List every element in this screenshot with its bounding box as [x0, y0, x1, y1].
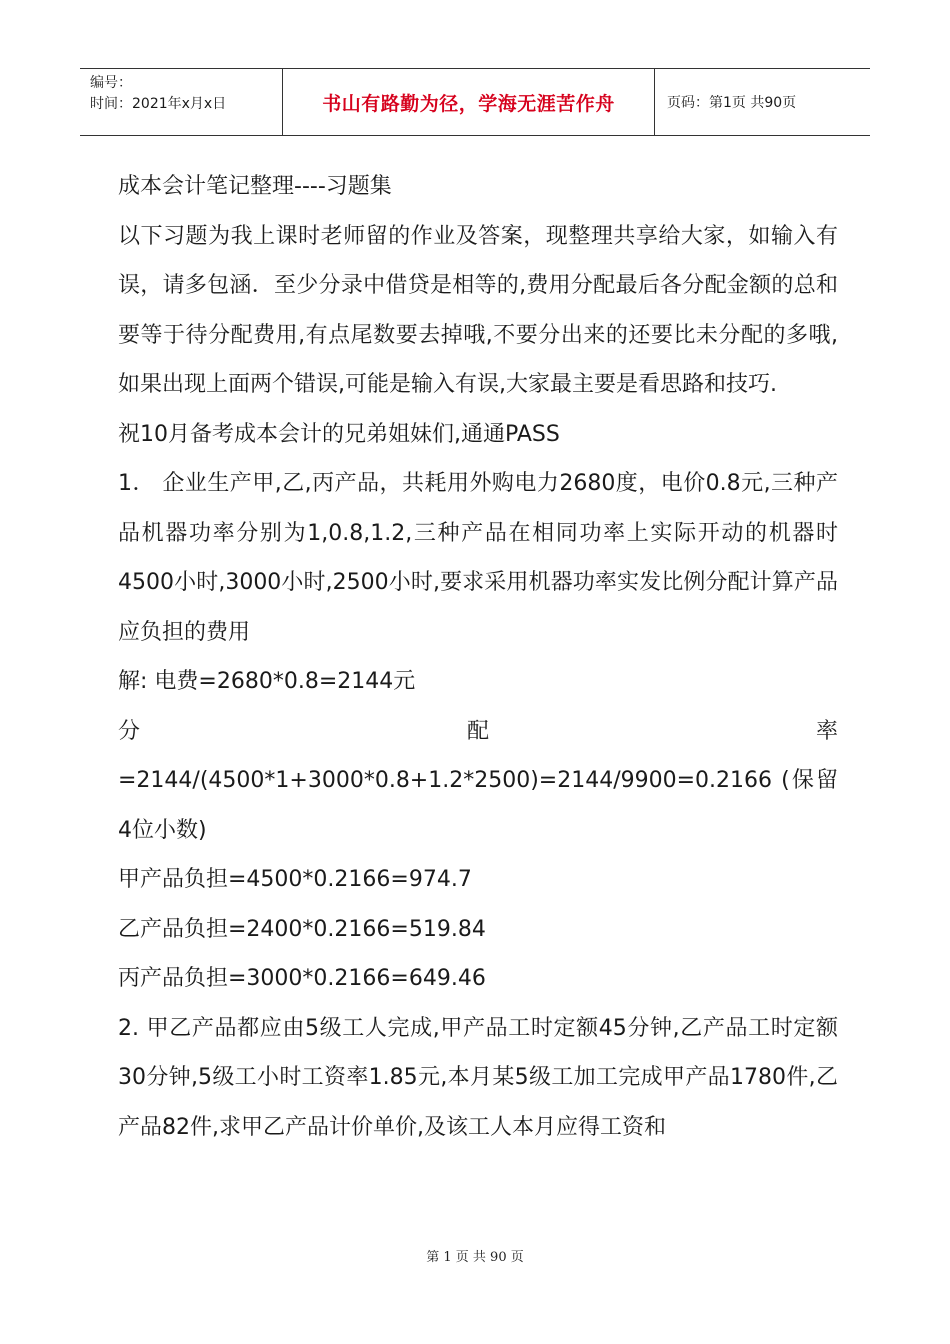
code-label: 编号：	[90, 75, 132, 91]
document-body	[118, 162, 838, 1152]
page-footer: 第 1 页 共 90 页	[426, 1250, 524, 1265]
solution-line-4: 乙产品负担=2400*0.2166=519.84	[118, 916, 486, 942]
question-2: 2. 甲乙产品都应由5级工人完成,甲产品工时定额45分钟,乙产品工时定额30分钟,5级工小时工资率1.85元,本月某5级工加工完成甲产品1780件,乙产品82件,求甲乙产品计价单价,及该工人本月应得工资和	[118, 1015, 838, 1140]
page-info: 页码：第1页 共90页	[667, 95, 797, 111]
intro-paragraph: 以下习题为我上课时老师留的作业及答案，现整理共享给大家，如输入有误，请多包涵．至少分录中借贷是相等的,费用分配最后各分配金额的总和要等于待分配费用,有点尾数要去掉哦,不要分出来的还要比未分配的多哦,如果出现上面两个错误,可能是输入有误,大家最主要是看思路和技巧.	[118, 223, 838, 397]
solution-line-5: 丙产品负担=3000*0.2166=649.46	[118, 966, 486, 991]
page-header	[80, 68, 870, 136]
solution-line-2: 分配率=2144/(4500*1+3000*0.8+1.2*2500)=2144/9900=0.2166 (保留4位小数)	[118, 718, 838, 843]
motto: 书山有路勤为径，学海无涯苦作舟	[322, 92, 615, 115]
wish-line: 祝10月备考成本会计的兄弟姐妹们,通通PASS	[118, 421, 560, 447]
question-1: 1． 企业生产甲,乙,丙产品，共耗用外购电力2680度，电价0.8元,三种产品机器功率分别为1,0.8,1.2,三种产品在相同功率上实际开动的机器时4500小时,3000小时,2500小时,要求采用机器功率实发比例分配计算产品应负担的费用	[118, 471, 838, 645]
time-label: 时间：2021年x月x日	[90, 96, 227, 112]
header-meta	[80, 69, 283, 135]
header-motto-cell	[283, 69, 655, 135]
doc-title: 成本会计笔记整理----习题集	[118, 174, 392, 199]
solution-line-1: 解: 电费=2680*0.8=2144元	[118, 669, 416, 694]
solution-line-3: 甲产品负担=4500*0.2166=974.7	[118, 867, 472, 892]
header-page-info-cell	[655, 69, 870, 135]
